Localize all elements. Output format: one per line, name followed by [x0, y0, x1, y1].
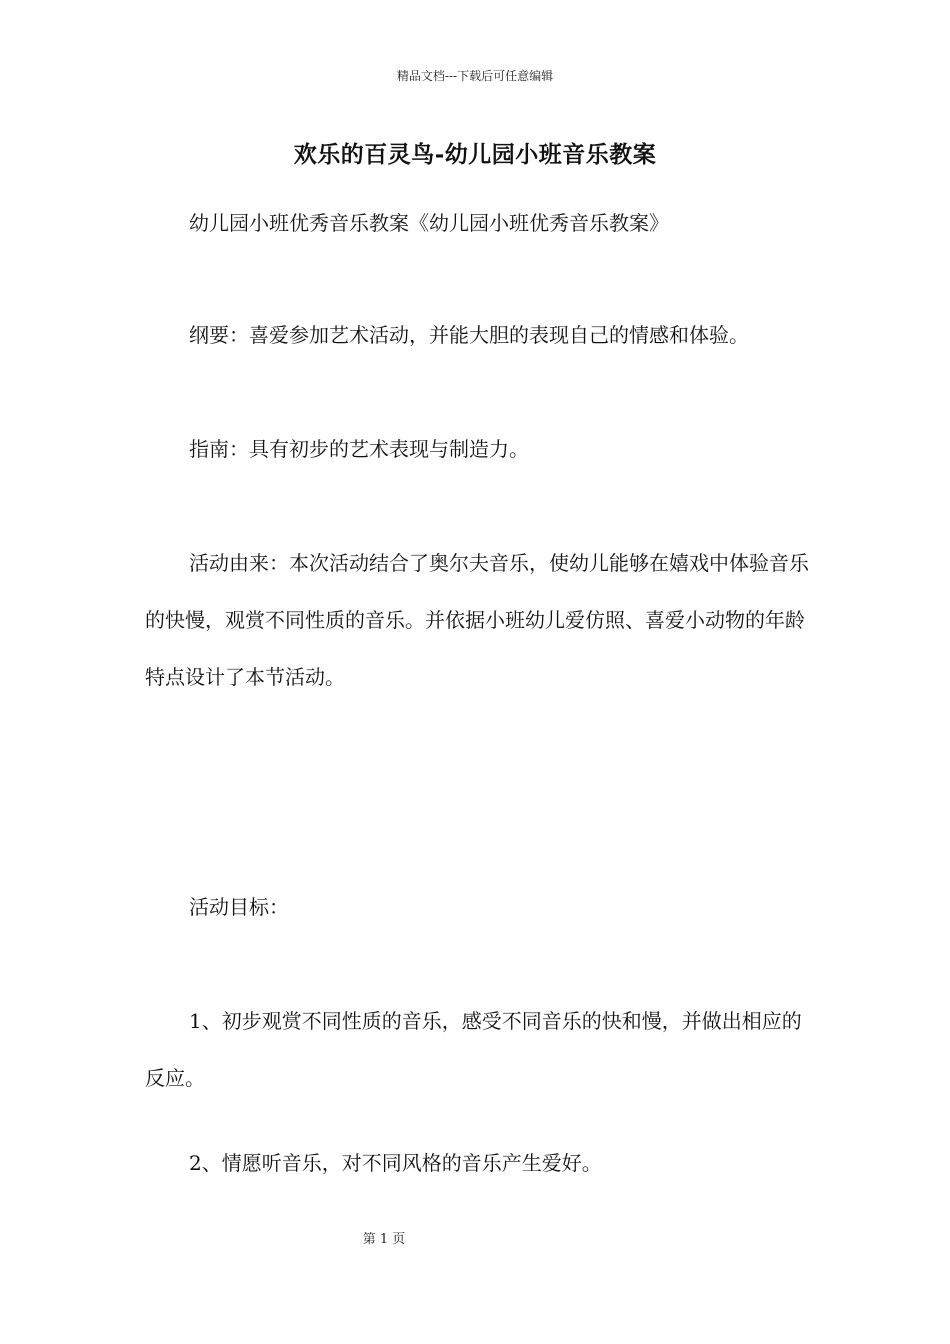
paragraph-goal-2: 2、情愿听音乐，对不同风格的音乐产生爱好。 [189, 1151, 602, 1175]
header-note: 精品文档---下载后可任意编辑 [396, 69, 554, 83]
paragraph-outline: 纲要：喜爱参加艺术活动，并能大胆的表现自己的情感和体验。 [189, 323, 749, 347]
paragraph-subtitle: 幼儿园小班优秀音乐教案《幼儿园小班优秀音乐教案》 [189, 211, 669, 235]
paragraph-activity-goals-heading: 活动目标： [189, 895, 289, 919]
document-title: 欢乐的百灵鸟-幼儿园小班音乐教案 [293, 141, 657, 168]
paragraph-guide: 指南：具有初步的艺术表现与制造力。 [189, 437, 529, 461]
page-number: 第 1 页 [362, 1232, 406, 1247]
paragraph-goal-1: 1、初步观赏不同性质的音乐，感受不同音乐的快和慢，并做出相应的反应。 [145, 1009, 802, 1090]
paragraph-activity-origin: 活动由来：本次活动结合了奥尔夫音乐，使幼儿能够在嬉戏中体验音乐的快慢，观赏不同性质的音乐。并依据小班幼儿爱仿照、喜爱小动物的年龄特点设计了本节活动。 [145, 551, 809, 689]
